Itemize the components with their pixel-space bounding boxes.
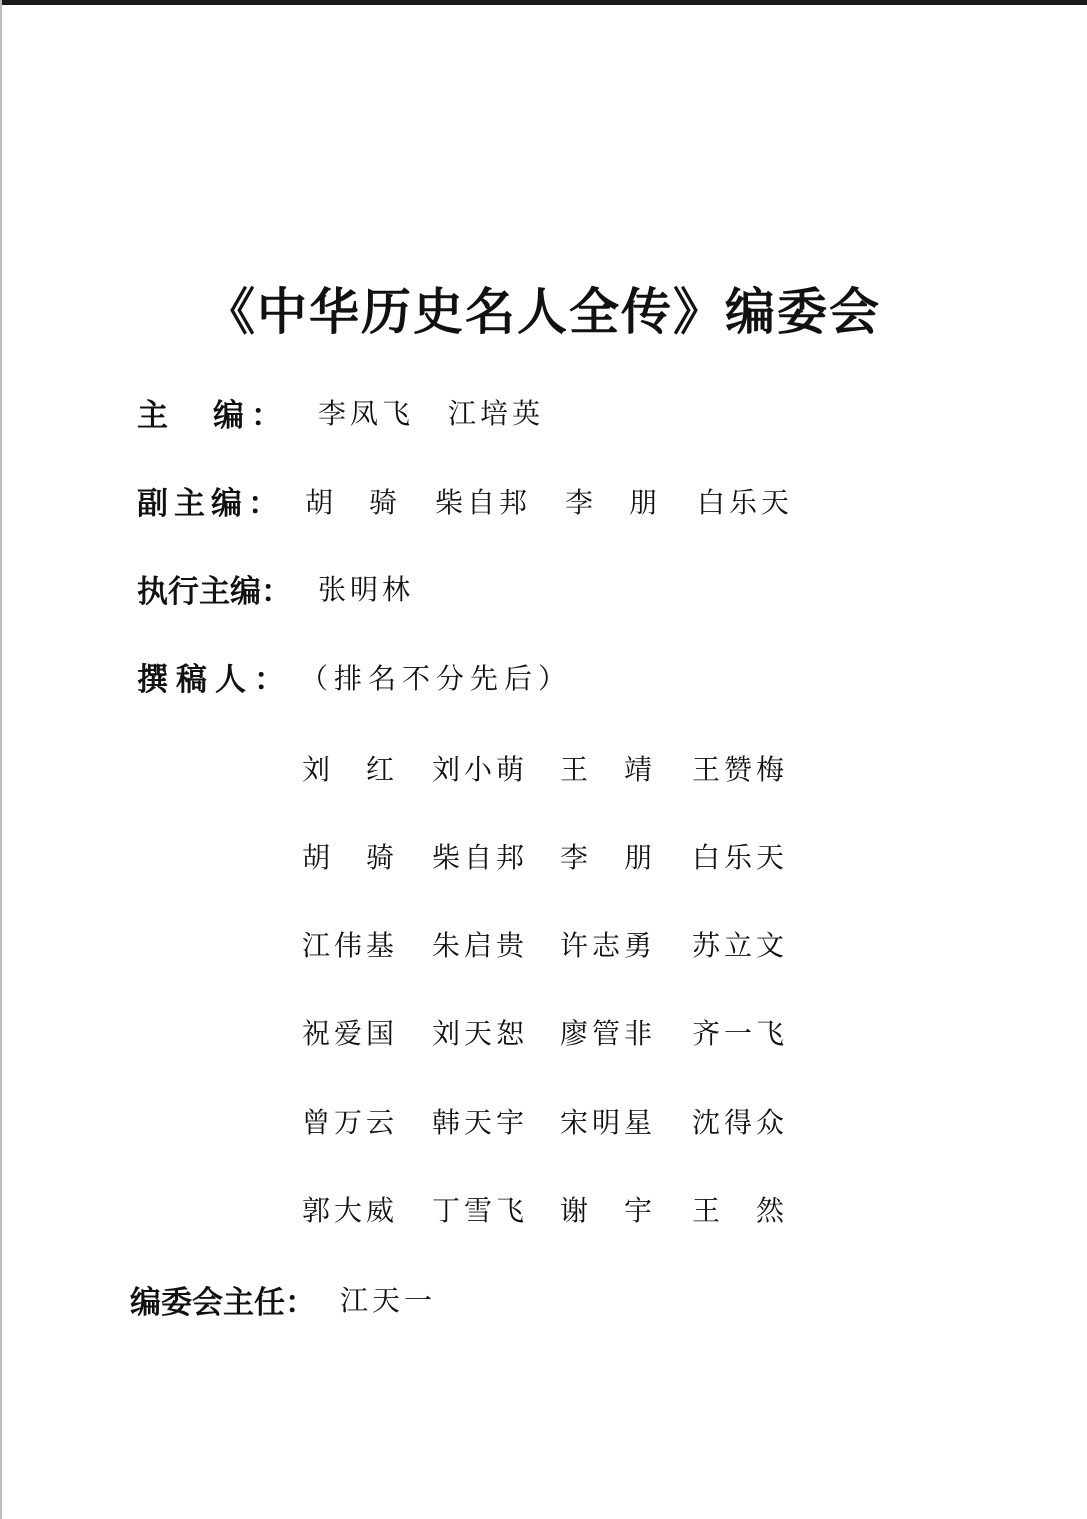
writer-name: 苏立文: [692, 929, 784, 962]
writer-name: 刘天恕: [432, 1017, 524, 1050]
writer-name: 丁雪飞: [432, 1194, 524, 1227]
writer-name: 曾万云: [302, 1106, 394, 1139]
writer-name: 白乐天: [692, 841, 784, 874]
writer-name: 柴自邦: [432, 841, 524, 874]
writer-name: 郭大威: [302, 1194, 394, 1227]
committee-director-label: 编委会主任：: [130, 1285, 316, 1321]
writer-name: 王然: [692, 1194, 784, 1227]
editor-in-chief-label: 主 编：: [137, 398, 282, 434]
deputy-editors-label: 副主编：: [137, 486, 285, 522]
writer-name: 刘小萌: [432, 753, 524, 786]
writer-name: 齐一飞: [692, 1017, 784, 1050]
committee-director-name: 江天一: [340, 1284, 437, 1317]
writer-name: 沈得众: [692, 1106, 784, 1139]
writer-name: 朱启贵: [432, 929, 524, 962]
deputy-editor-name: 白乐天: [697, 486, 789, 519]
writer-name: 祝爱国: [302, 1017, 394, 1050]
writer-name: 谢宇: [560, 1194, 652, 1227]
editor-name: 江培英: [448, 397, 545, 430]
deputy-editor-name: 李朋: [565, 486, 657, 519]
scan-top-border: [0, 0, 1087, 5]
writer-name: 王靖: [560, 753, 652, 786]
page-title: 《中华历史名人全传》编委会: [205, 282, 881, 341]
writer-name: 刘红: [302, 753, 394, 786]
writers-label: 撰稿人：: [137, 662, 293, 698]
writer-name: 宋明星: [560, 1106, 652, 1139]
writer-name: 王赞梅: [692, 753, 784, 786]
writer-name: 韩天宇: [432, 1106, 524, 1139]
editor-name: 李凤飞: [318, 397, 415, 430]
writer-name: 廖管非: [560, 1017, 652, 1050]
writer-name: 胡骑: [302, 841, 394, 874]
scan-left-edge: [0, 0, 2, 1519]
writer-name: 李朋: [560, 841, 652, 874]
deputy-editor-name: 胡骑: [305, 486, 397, 519]
writers-note: （排名不分先后）: [300, 662, 573, 695]
executive-editor-name: 张明林: [318, 573, 415, 606]
writer-name: 江伟基: [302, 929, 394, 962]
executive-editor-label: 执行主编：: [137, 574, 292, 610]
deputy-editor-name: 柴自邦: [435, 486, 527, 519]
writer-name: 许志勇: [560, 929, 652, 962]
